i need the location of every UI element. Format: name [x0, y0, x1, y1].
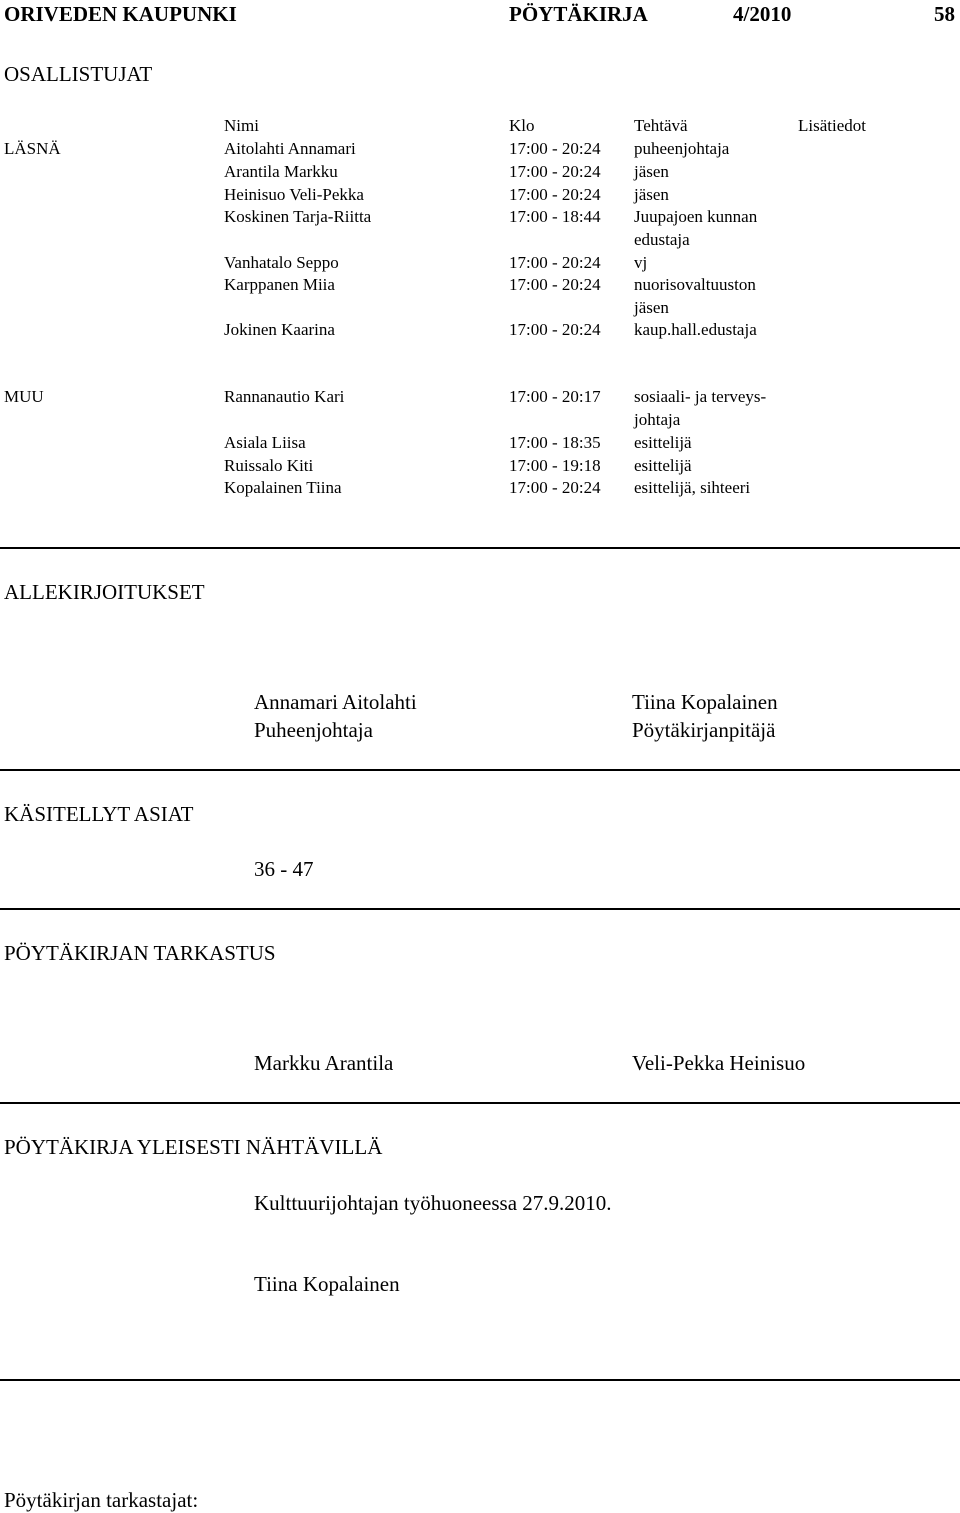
participant-time: 17:00 - 20:17	[509, 387, 601, 406]
participant-role-cont: johtaja	[634, 410, 681, 429]
participant-time: 17:00 - 18:44	[509, 207, 601, 226]
participant-role: sosiaali- ja terveys-	[634, 387, 767, 406]
reviewers-label: Pöytäkirjan tarkastajat:	[4, 1488, 199, 1512]
participant-role-cont: jäsen	[634, 298, 669, 317]
participant-name: Jokinen Kaarina	[224, 320, 335, 339]
participant-role: esittelijä	[634, 456, 692, 475]
participant-role: esittelijä, sihteeri	[634, 478, 751, 497]
participant-name: Arantila Markku	[224, 162, 338, 181]
signature-left-role: Puheenjohtaja	[254, 718, 373, 742]
page-number: 58	[934, 2, 955, 26]
doc-type: PÖYTÄKIRJA	[509, 2, 648, 26]
items-range: 36 - 47	[254, 857, 314, 881]
reviewer-right: Veli-Pekka Heinisuo	[632, 1051, 806, 1075]
participant-time: 17:00 - 18:35	[509, 433, 601, 452]
participant-time: 17:00 - 20:24	[509, 253, 601, 272]
participant-time: 17:00 - 20:24	[509, 162, 601, 181]
other-label: MUU	[4, 387, 44, 406]
divider	[0, 1379, 960, 1381]
divider	[0, 1102, 960, 1104]
participant-time: 17:00 - 20:24	[509, 320, 601, 339]
present-label: LÄSNÄ	[4, 139, 61, 158]
participant-role: esittelijä	[634, 433, 692, 452]
signatures-title: ALLEKIRJOITUKSET	[4, 580, 205, 604]
participant-role-cont: edustaja	[634, 230, 690, 249]
public-location: Kulttuurijohtajan työhuoneessa 27.9.2010.	[254, 1191, 612, 1215]
divider	[0, 908, 960, 910]
participant-name: Vanhatalo Seppo	[224, 253, 339, 272]
participant-role: vj	[634, 253, 648, 272]
participant-role: puheenjohtaja	[634, 139, 730, 158]
participant-time: 17:00 - 20:24	[509, 139, 601, 158]
public-title: PÖYTÄKIRJA YLEISESTI NÄHTÄVILLÄ	[4, 1135, 383, 1159]
participant-name: Rannanautio Kari	[224, 387, 345, 406]
participant-name: Heinisuo Veli-Pekka	[224, 185, 364, 204]
reviewer-left: Markku Arantila	[254, 1051, 394, 1075]
participant-role: jäsen	[634, 162, 669, 181]
divider	[0, 547, 960, 549]
participant-role: nuorisovaltuuston	[634, 275, 756, 294]
participant-name: Karppanen Miia	[224, 275, 335, 294]
col-header-notes: Lisätiedot	[798, 116, 866, 135]
col-header-time: Klo	[509, 116, 535, 135]
participant-time: 17:00 - 20:24	[509, 478, 601, 497]
items-title: KÄSITELLYT ASIAT	[4, 802, 194, 826]
doc-number: 4/2010	[733, 2, 792, 26]
signature-left-name: Annamari Aitolahti	[254, 690, 417, 714]
col-header-role: Tehtävä	[634, 116, 688, 135]
participant-name: Asiala Liisa	[224, 433, 306, 452]
participant-role: Juupajoen kunnan	[634, 207, 758, 226]
org-name: ORIVEDEN KAUPUNKI	[4, 2, 237, 26]
participant-time: 17:00 - 20:24	[509, 185, 601, 204]
participant-name: Kopalainen Tiina	[224, 478, 342, 497]
divider	[0, 769, 960, 771]
participant-name: Koskinen Tarja-Riitta	[224, 207, 372, 226]
review-title: PÖYTÄKIRJAN TARKASTUS	[4, 941, 276, 965]
participant-role: kaup.hall.edustaja	[634, 320, 757, 339]
signature-right-role: Pöytäkirjanpitäjä	[632, 718, 776, 742]
participants-title: OSALLISTUJAT	[4, 62, 153, 86]
signature-right-name: Tiina Kopalainen	[632, 690, 778, 714]
participant-name: Aitolahti Annamari	[224, 139, 356, 158]
participant-time: 17:00 - 20:24	[509, 275, 601, 294]
public-signer: Tiina Kopalainen	[254, 1272, 400, 1296]
participant-name: Ruissalo Kiti	[224, 456, 314, 475]
participant-time: 17:00 - 19:18	[509, 456, 601, 475]
participant-role: jäsen	[634, 185, 669, 204]
col-header-name: Nimi	[224, 116, 259, 135]
